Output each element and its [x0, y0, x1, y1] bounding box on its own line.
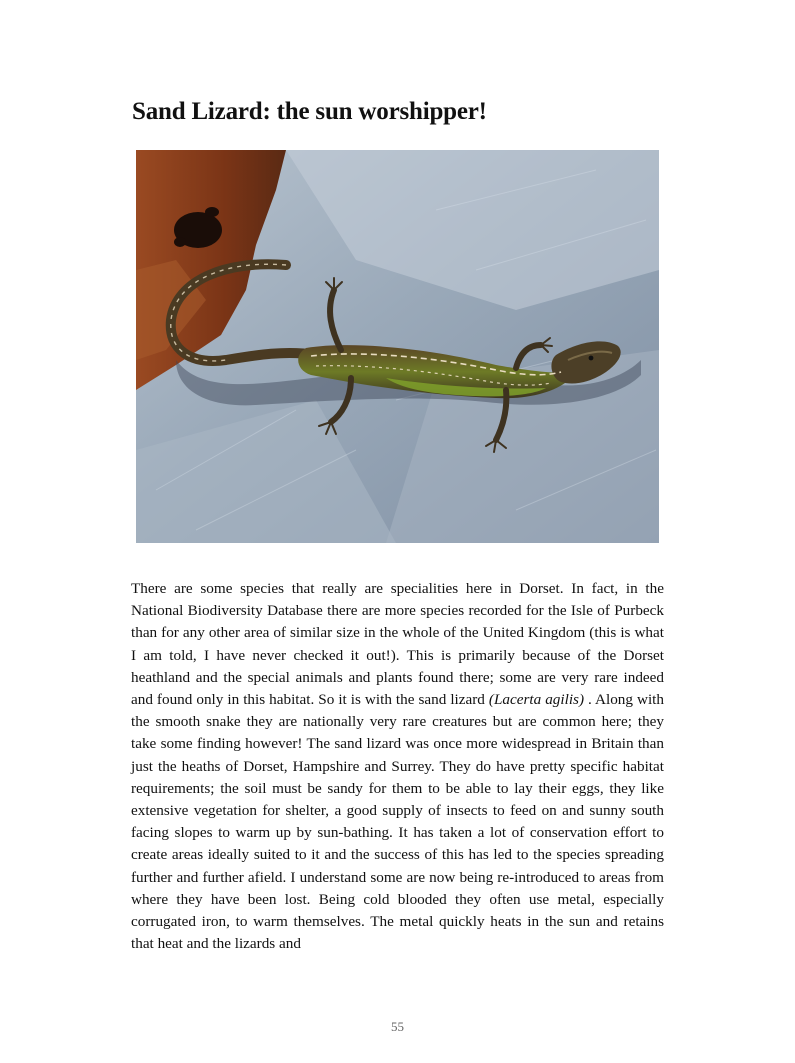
- body-text-intro: There are some species that really are specialities here in Dorset. In fact, in the National Biodiversity Database there are more species recorded for the Isle of Purbeck than for any other area of similar size in the whole of the United Kingdom (this is what I am told, I have never checked it out!). This is primarily because of the Dorset heathland and the special animals and plants found there; some are very rare indeed and found only in this habitat. So it is with the sand lizard: [131, 580, 664, 709]
- body-text-rest: . Along with the smooth snake they are nationally very rare creatures but are common here; they take some finding however! The sand lizard was once more widespread in Britain than just the heaths of Dorset, Hampshire and Surrey. They do have pretty specific habitat requirements; the soil must be sandy for them to be able to lay their eggs, they like extensive vegetation for shelter, a good supply of insects to feed on and sunny south facing slopes to warm up by sun-bathing. It has taken a lot of conservation effort to create areas ideally suited to it and the success of this has led to the species spreading further and further afield. I understand some are now being re-introduced to areas from where they have been lost. Being cold blooded they often use metal, especially corrugated iron, to warm themselves. The metal quickly heats in the sun and retains that heat and the lizards and: [131, 691, 664, 953]
- body-paragraph: [131, 578, 664, 955]
- sand-lizard-photo: [136, 150, 659, 543]
- species-name: (Lacerta agilis): [488, 691, 585, 709]
- page-title: Sand Lizard: the sun worshipper!: [132, 98, 487, 125]
- page-number: 55: [391, 1019, 404, 1034]
